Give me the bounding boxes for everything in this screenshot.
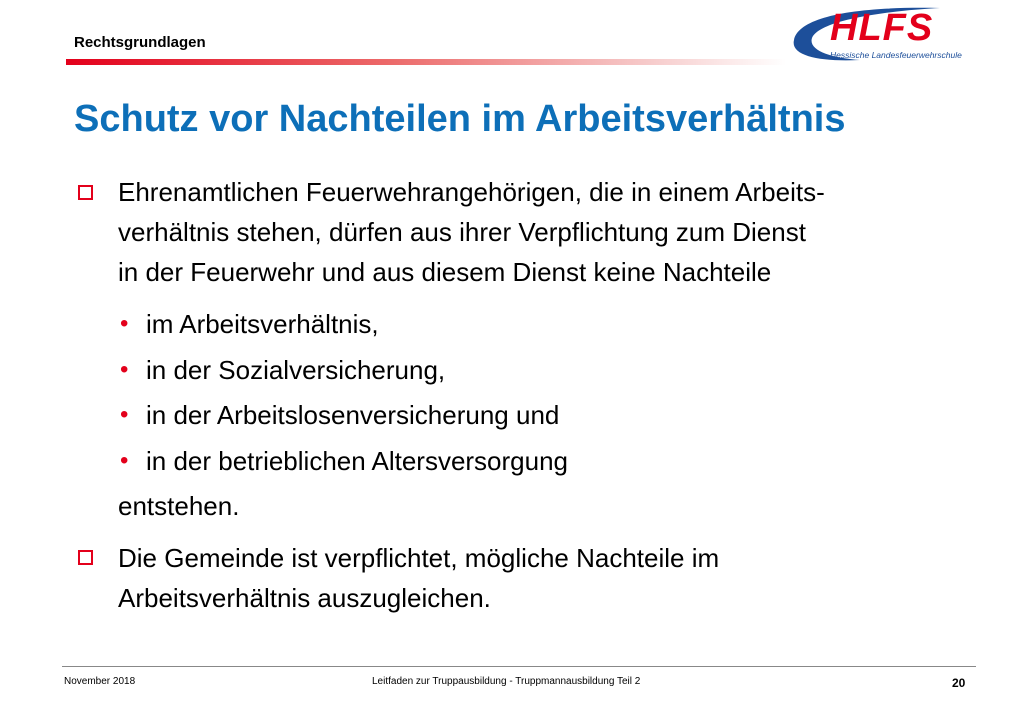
bullet-dot-icon: • — [120, 356, 129, 383]
checkbox-icon — [78, 550, 93, 565]
section-label: Rechtsgrundlagen — [74, 34, 206, 51]
paragraph-line: Die Gemeinde ist verpflichtet, mögliche Nachteile im — [118, 543, 720, 573]
logo-brand: HLFS — [830, 7, 934, 49]
bullet-item: in der Sozialversicherung, — [146, 355, 446, 385]
bullet-dot-icon: • — [120, 401, 129, 428]
slide-title: Schutz vor Nachteilen im Arbeitsverhältnis — [74, 98, 846, 140]
hlfs-logo — [790, 4, 968, 66]
logo-subtitle: Hessische Landesfeuerwehrschule — [830, 50, 962, 60]
paragraph-line: in der Feuerwehr und aus diesem Dienst keine Nachteile — [118, 257, 772, 287]
page-number: 20 — [952, 676, 966, 690]
footer-date: November 2018 — [64, 676, 136, 687]
footer-rule — [62, 666, 976, 667]
checkbox-icon — [78, 185, 93, 200]
footer-document-title: Leitfaden zur Truppausbildung - Truppmannausbildung Teil 2 — [372, 676, 641, 687]
bullet-dot-icon: • — [120, 310, 129, 337]
paragraph-line: Ehrenamtlichen Feuerwehrangehörigen, die in einem Arbeits- — [118, 177, 825, 207]
bullet-item: in der betrieblichen Altersversorgung — [146, 446, 569, 476]
paragraph-closing: entstehen. — [118, 491, 240, 521]
bullet-item: im Arbeitsverhältnis, — [146, 309, 379, 339]
bullet-dot-icon: • — [120, 447, 129, 474]
paragraph-line: verhältnis stehen, dürfen aus ihrer Verpflichtung zum Dienst — [118, 217, 806, 247]
header-rule — [66, 59, 786, 65]
paragraph-line: Arbeitsverhältnis auszugleichen. — [118, 583, 491, 613]
bullet-item: in der Arbeitslosenversicherung und — [146, 400, 560, 430]
